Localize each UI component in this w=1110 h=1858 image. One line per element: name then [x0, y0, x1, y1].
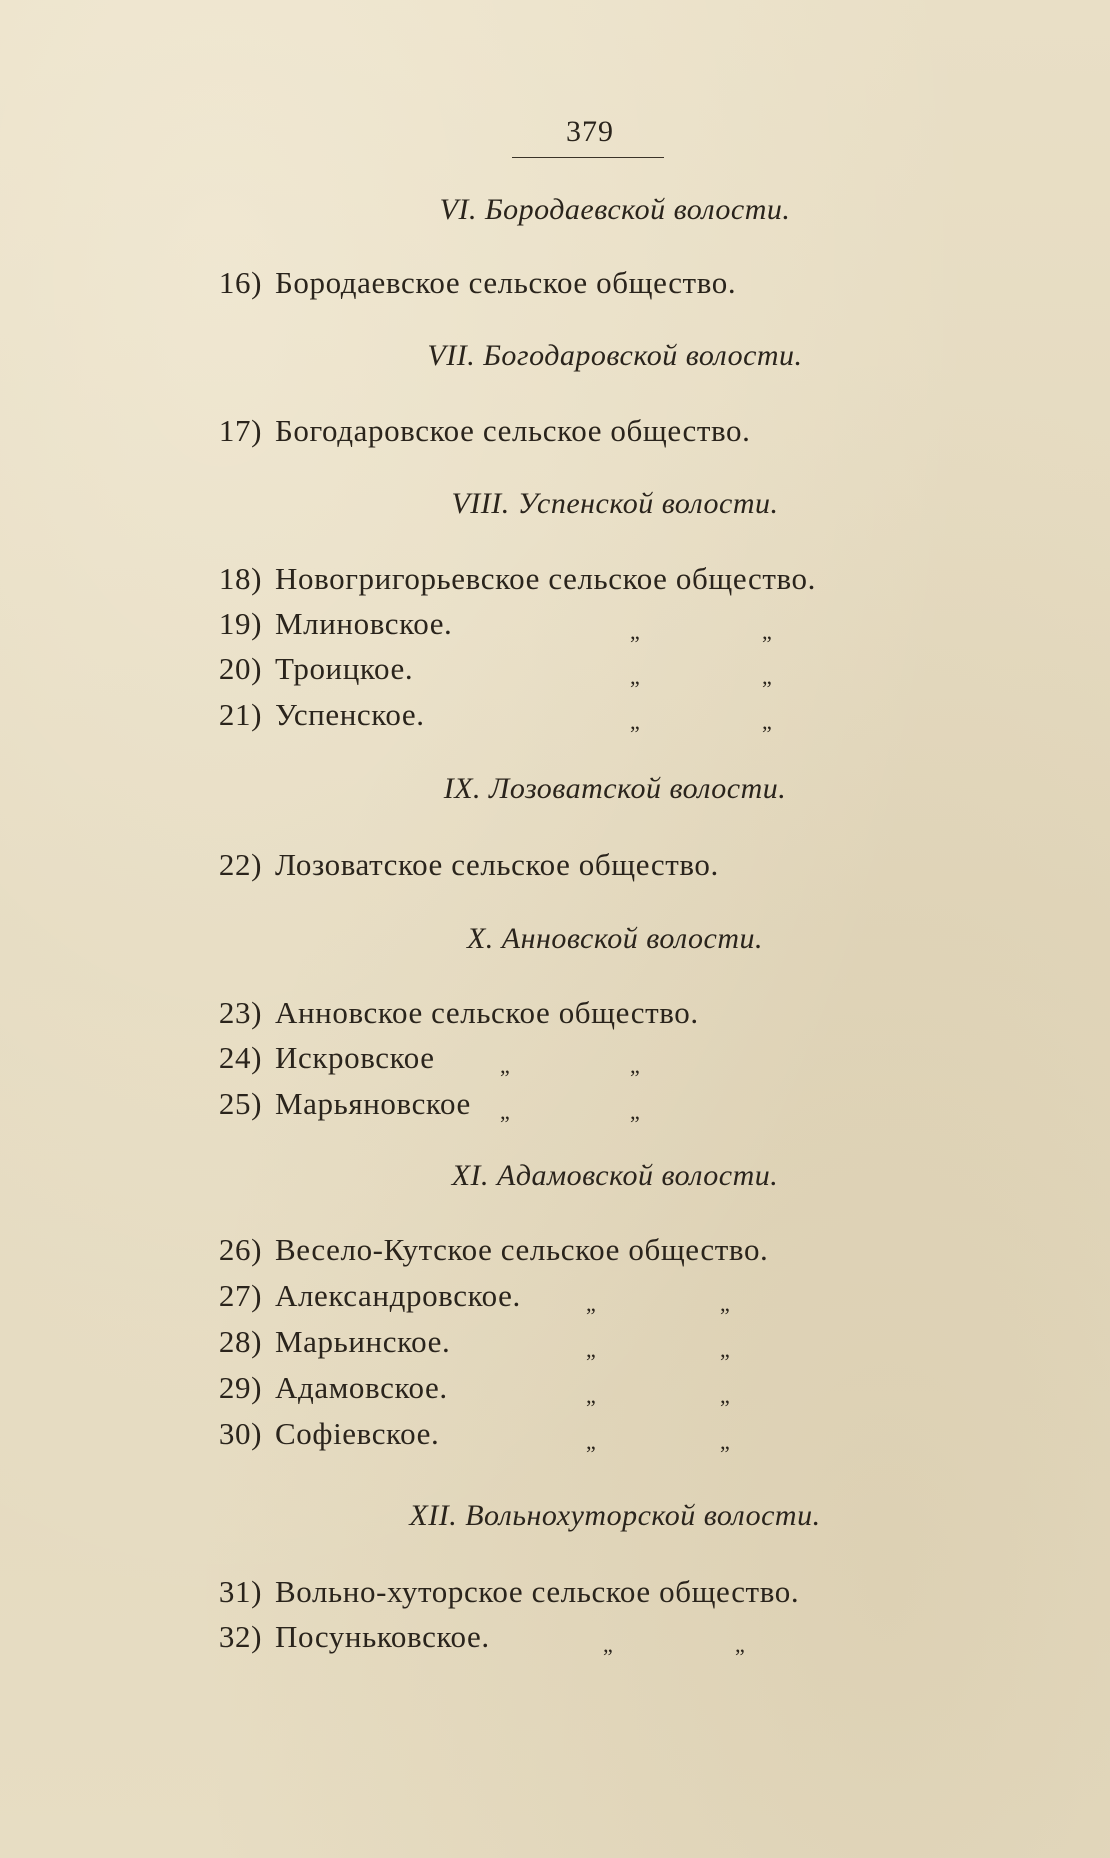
section-heading: VIII. Успенской волости.	[451, 487, 779, 520]
section-heading: VII. Богодаровской волости.	[427, 339, 803, 372]
entry-number: 32)	[218, 1619, 262, 1654]
entry-text: Бородаевское сельское общество.	[275, 265, 737, 300]
section-heading: XII. Вольнохуторской волости.	[409, 1499, 821, 1532]
ditto-mark: „	[720, 1291, 730, 1316]
entry-number: 29)	[218, 1370, 262, 1405]
ditto-mark: „	[500, 1099, 510, 1124]
entry-text: Весело-Кутское сельское общество.	[275, 1232, 769, 1267]
entry-number: 21)	[218, 697, 262, 732]
page-number: 379	[566, 115, 614, 148]
ditto-mark: „	[762, 664, 772, 689]
entry-text: Марьяновское	[275, 1086, 471, 1121]
section-heading: IX. Лозоватской волости.	[443, 772, 787, 805]
ditto-mark: „	[630, 1053, 640, 1078]
entry-number: 18)	[218, 561, 262, 596]
ditto-mark: „	[500, 1053, 510, 1078]
ditto-mark: „	[603, 1632, 613, 1657]
entry-number: 27)	[218, 1278, 262, 1313]
ditto-mark: „	[630, 1099, 640, 1124]
entry-text: Лозоватское сельское общество.	[275, 847, 719, 882]
entry-text: Новогригорьевское сельское общество.	[275, 561, 816, 596]
ditto-mark: „	[630, 664, 640, 689]
entry-number: 17)	[218, 413, 262, 448]
section-heading: X. Анновской волости.	[466, 922, 764, 955]
entry-text: Анновское сельское общество.	[275, 995, 699, 1030]
ditto-mark: „	[586, 1383, 596, 1408]
ditto-mark: „	[762, 709, 772, 734]
ditto-mark: „	[630, 709, 640, 734]
ditto-mark: „	[735, 1632, 745, 1657]
ditto-mark: „	[586, 1291, 596, 1316]
entry-text: Искровское	[275, 1040, 435, 1075]
entry-number: 28)	[218, 1324, 262, 1359]
entry-number: 30)	[218, 1416, 262, 1451]
ditto-mark: „	[720, 1337, 730, 1362]
entry-number: 16)	[218, 265, 262, 300]
ditto-mark: „	[586, 1337, 596, 1362]
entry-number: 31)	[218, 1574, 262, 1609]
ditto-mark: „	[630, 619, 640, 644]
entry-text: Млиновское.	[275, 606, 453, 641]
entry-text: Марьинское.	[275, 1324, 451, 1359]
entry-text: Троицкое.	[275, 651, 414, 686]
ditto-mark: „	[586, 1429, 596, 1454]
ditto-mark: „	[762, 619, 772, 644]
page-number-rule	[512, 157, 664, 158]
entry-number: 24)	[218, 1040, 262, 1075]
entry-text: Адамовское.	[275, 1370, 448, 1405]
entry-text: Посуньковское.	[275, 1619, 490, 1654]
entry-number: 25)	[218, 1086, 262, 1121]
entry-number: 26)	[218, 1232, 262, 1267]
ditto-mark: „	[720, 1383, 730, 1408]
entry-number: 22)	[218, 847, 262, 882]
entry-text: Александровское.	[275, 1278, 521, 1313]
entry-number: 19)	[218, 606, 262, 641]
entry-text: Софіевское.	[275, 1416, 440, 1451]
section-heading: VI. Бородаевской волости.	[439, 193, 791, 226]
entry-text: Вольно-хуторское сельское общество.	[275, 1574, 800, 1609]
entry-number: 23)	[218, 995, 262, 1030]
ditto-mark: „	[720, 1429, 730, 1454]
entry-text: Богодаровское сельское общество.	[275, 413, 751, 448]
section-heading: XI. Адамовской волости.	[451, 1159, 779, 1192]
entry-text: Успенское.	[275, 697, 425, 732]
entry-number: 20)	[218, 651, 262, 686]
